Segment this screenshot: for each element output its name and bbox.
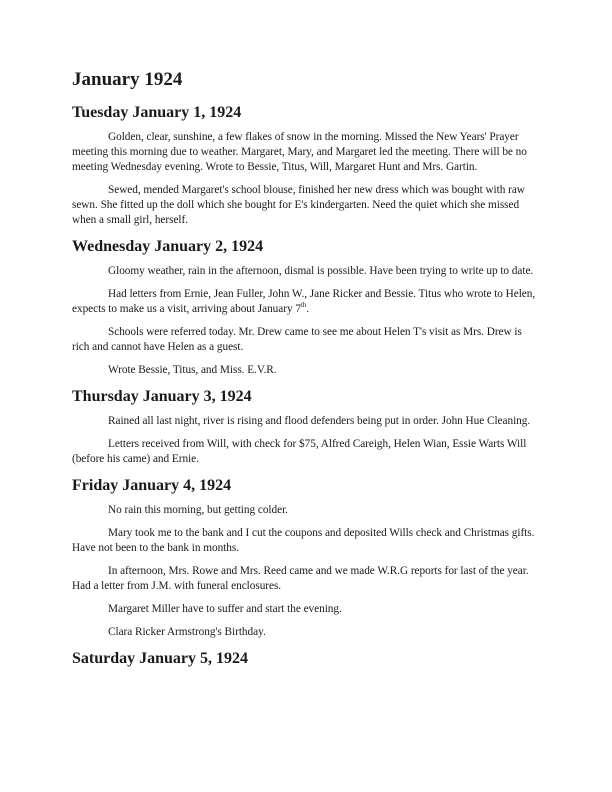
entry-heading: Saturday January 5, 1924	[72, 650, 249, 667]
entry-heading: Thursday January 3, 1924	[72, 388, 252, 405]
entry-jan-1	[72, 102, 540, 228]
entry-paragraph: No rain this morning, but getting colder.	[108, 504, 288, 516]
entry-heading: Wednesday January 2, 1924	[72, 238, 264, 255]
entry-heading: Tuesday January 1, 1924	[72, 104, 242, 121]
entry-jan-5	[72, 648, 540, 670]
entry-paragraph: Margaret Miller have to suffer and start the evening.	[108, 603, 342, 615]
entry-paragraph: Letters received from Will, with check for $75, Alfred Careigh, Helen Wian, Essie Warts Will (before his came) and Ernie.	[72, 438, 527, 465]
page-title: January 1924	[72, 69, 183, 90]
entry-heading: Friday January 4, 1924	[72, 477, 232, 494]
entry-jan-4	[72, 475, 540, 640]
entry-paragraph: Rained all last night, river is rising and flood defenders being put in order. John Hue Cleaning.	[108, 415, 531, 427]
entry-paragraph: Gloomy weather, rain in the afternoon, dismal is possible. Have been trying to write up to date.	[108, 265, 534, 277]
entry-paragraph: Sewed, mended Margaret's school blouse, finished her new dress which was bought with raw sewn. She fitted up the doll which she bought for E's kindergarten. Need the quiet which she missed when a small girl, herself.	[72, 184, 525, 226]
entry-paragraph: Wrote Bessie, Titus, and Miss. E.V.R.	[108, 364, 277, 376]
sentence-end: .	[306, 303, 310, 315]
ordinal-suffix: th	[300, 301, 307, 310]
entry-paragraph-text: Had letters from Ernie, Jean Fuller, John W., Jane Ricker and Bessie. Titus who wrote to Helen, expects to make us a visit, arriving about January 7	[72, 288, 536, 315]
entry-paragraph: Golden, clear, sunshine, a few flakes of snow in the morning. Missed the New Years' Prayer meeting this morning due to weather. Margaret, Mary, and Margaret led the meeting. There will be no meeting Wednesday evening. Wrote to Bessie, Titus, Will, Margaret Hunt and Mrs. Gartin.	[72, 131, 527, 173]
entry-jan-3	[72, 386, 540, 467]
diary-page	[72, 66, 540, 676]
entry-paragraph	[72, 287, 540, 317]
entry-paragraph: Schools were referred today. Mr. Drew came to see me about Helen T's visit as Mrs. Drew is rich and cannot have Helen as a guest.	[72, 326, 522, 353]
entry-jan-2	[72, 236, 540, 378]
entry-paragraph: Clara Ricker Armstrong's Birthday.	[108, 626, 266, 638]
entry-paragraph: In afternoon, Mrs. Rowe and Mrs. Reed came and we made W.R.G reports for last of the year. Had a letter from J.M. with funeral enclosures.	[72, 565, 529, 592]
entry-paragraph: Mary took me to the bank and I cut the coupons and deposited Wills check and Christmas gifts. Have not been to the bank in months.	[72, 527, 535, 554]
